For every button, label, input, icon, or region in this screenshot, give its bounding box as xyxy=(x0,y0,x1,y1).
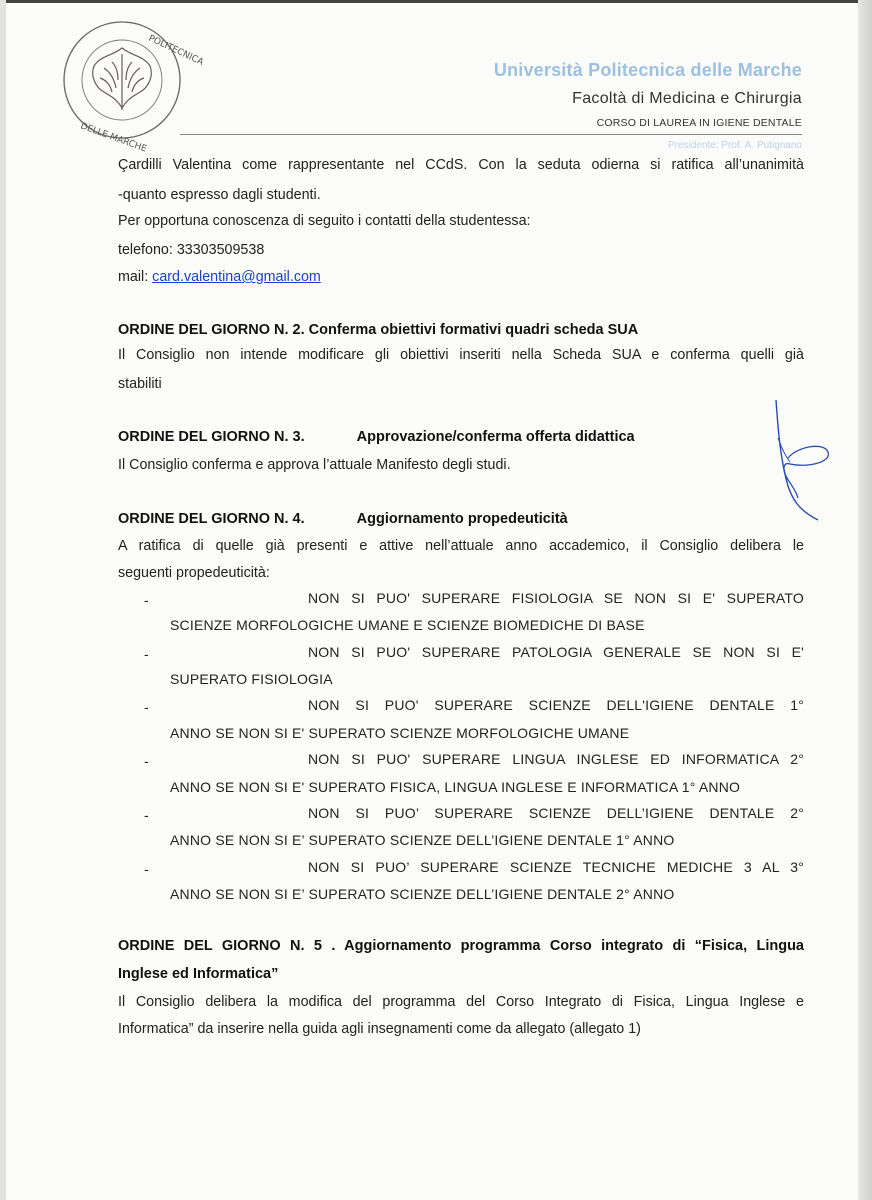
list-item-line-a: NON SI PUO' SUPERARE FISIOLOGIA SE NON SI E' SUPERATO xyxy=(308,590,804,606)
item3-heading xyxy=(118,428,635,446)
item4-heading-num: ORDINE DEL GIORNO N. 4. xyxy=(118,511,305,527)
seal-text-top: POLITECNICA xyxy=(146,33,205,68)
mail-line xyxy=(118,268,321,286)
list-item-line-a: NON SI PUO' SUPERARE LINGUA INGLESE ED INFORMATICA 2° xyxy=(308,751,804,767)
item2-line-1: Il Consiglio non intende modificare gli obiettivi inseriti nella Scheda SUA e conferma quelli già xyxy=(118,347,804,363)
email-link[interactable]: card.valentina@gmail.com xyxy=(152,269,321,285)
list-item-line-b: ANNO SE NON SI E' SUPERATO FISICA, LINGUA INGLESE E INFORMATICA 1° ANNO xyxy=(170,779,741,795)
list-dash: - xyxy=(144,807,149,823)
list-item-line-b: ANNO SE NON SI E’ SUPERATO SCIENZE DELL’IGIENE DENTALE 1° ANNO xyxy=(170,832,675,848)
signature-icon xyxy=(768,398,834,524)
course-name: CORSO DI LAUREA IN IGIENE DENTALE xyxy=(596,117,802,129)
item3-heading-num: ORDINE DEL GIORNO N. 3. xyxy=(118,429,305,445)
list-item-line-a: NON SI PUO' SUPERARE PATOLOGIA GENERALE SE NON SI E' xyxy=(308,644,804,660)
scan-edge-left xyxy=(0,0,6,1200)
president-name: Presidente: Prof. A. Putignano xyxy=(668,140,802,151)
faculty-name: Facoltà di Medicina e Chirurgia xyxy=(572,90,802,107)
item2-line-2: stabiliti xyxy=(118,376,162,392)
item4-heading xyxy=(118,510,568,528)
university-name: Università Politecnica delle Marche xyxy=(493,60,802,80)
list-dash: - xyxy=(144,592,149,608)
seal-text-bottom: DELLE MARCHE xyxy=(78,121,148,155)
list-item-line-b: SCIENZE MORFOLOGICHE UMANE E SCIENZE BIOMEDICHE DI BASE xyxy=(170,617,645,633)
item3-line-1: Il Consiglio conferma e approva l’attuale Manifesto degli studi. xyxy=(118,457,511,473)
list-dash: - xyxy=(144,646,149,662)
list-item-line-b: SUPERATO FISIOLOGIA xyxy=(170,671,333,687)
list-item-line-b: ANNO SE NON SI E' SUPERATO SCIENZE MORFOLOGICHE UMANE xyxy=(170,725,630,741)
list-dash: - xyxy=(144,861,149,877)
intro-line-3: Per opportuna conoscenza di seguito i contatti della studentessa: xyxy=(118,213,531,229)
intro-line-2: -quanto espresso dagli studenti. xyxy=(118,187,321,203)
item3-heading-title: Approvazione/conferma offerta didattica xyxy=(356,429,635,445)
list-dash: - xyxy=(144,699,149,715)
mail-label: mail: xyxy=(118,269,153,285)
item4-heading-title: Aggiornamento propedeuticità xyxy=(356,511,568,527)
list-item-line-b: ANNO SE NON SI E’ SUPERATO SCIENZE DELL’IGIENE DENTALE 2° ANNO xyxy=(170,886,675,902)
item5-heading-line-2: Inglese ed Informatica” xyxy=(118,966,279,982)
list-item-line-a: NON SI PUO’ SUPERARE SCIENZE TECNICHE MEDICHE 3 AL 3° xyxy=(308,859,804,875)
item5-line-2: Informatica” da inserire nella guida agli insegnamenti come da allegato (allegato 1) xyxy=(118,1021,641,1037)
university-seal-icon xyxy=(60,18,205,155)
list-item-line-a: NON SI PUO' SUPERARE SCIENZE DELL'IGIENE DENTALE 1° xyxy=(308,697,804,713)
list-item-line-a: NON SI PUO’ SUPERARE SCIENZE DELL’IGIENE DENTALE 2° xyxy=(308,805,804,821)
scan-edge-right xyxy=(858,0,872,1200)
header-divider xyxy=(180,134,802,135)
list-dash: - xyxy=(144,753,149,769)
item4-line-2: seguenti propedeuticità: xyxy=(118,565,270,581)
item2-heading: ORDINE DEL GIORNO N. 2. Conferma obiettivi formativi quadri scheda SUA xyxy=(118,322,639,338)
item4-line-1: A ratifica di quelle già presenti e attive nell’attuale anno accademico, il Consiglio delibera le xyxy=(118,538,804,554)
item5-heading-line-1: ORDINE DEL GIORNO N. 5 . Aggiornamento programma Corso integrato di “Fisica, Lingua xyxy=(118,938,804,954)
phone-line: telefono: 33303509538 xyxy=(118,242,265,258)
scan-edge-top xyxy=(0,0,872,3)
item5-line-1: Il Consiglio delibera la modifica del programma del Corso Integrato di Fisica, Lingua Inglese e xyxy=(118,994,804,1010)
intro-line-1: Çardilli Valentina come rappresentante nel CCdS. Con la seduta odierna si ratifica all’unanimità xyxy=(118,157,804,173)
